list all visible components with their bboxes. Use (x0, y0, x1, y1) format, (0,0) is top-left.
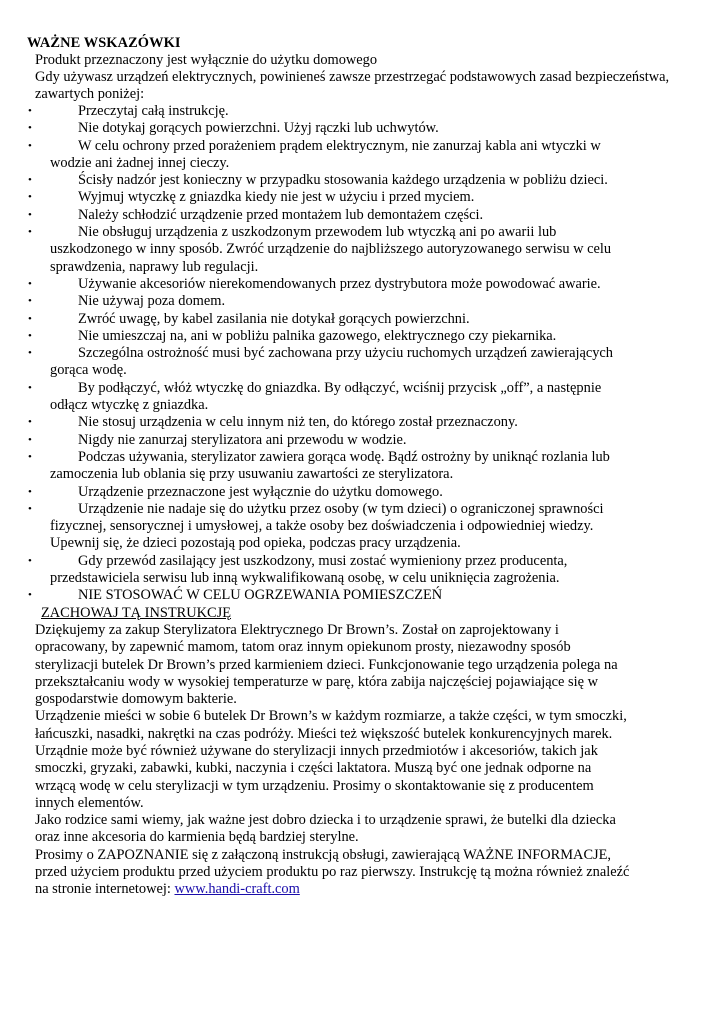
bullet-icon: • (28, 174, 32, 187)
list-item: • Podczas używania, sterylizator zawiera gorąca wodę. Bądź ostrożny by uniknąć rozlania lub zamoczenia lub oblania się przy usuwaniu zawartości ze sterylizatora. (28, 448, 610, 483)
list-item: • NIE STOSOWAĆ W CELU OGRZEWANIA POMIESZCZEŃ (28, 587, 443, 604)
page-heading: WAŻNE WSKAZÓWKI (27, 35, 181, 51)
list-item: • Przeczytaj całą instrukcję. (28, 103, 229, 119)
list-item: • Gdy przewód zasilający jest uszkodzony, musi zostać wymieniony przez producenta, przedstawiciela serwisu lub inną wykwalifikowaną osobę, w celu uniknięcia zagrożenia. (28, 552, 568, 587)
list-item: • Nie obsługuj urządzenia z uszkodzonym przewodem lub wtyczką ani po awarii lub uszkodzonego w inny sposób. Zwróć urządzenie do najbliższego autoryzowanego serwisu w celu sprawdzenia, naprawy lub regulacji. (28, 224, 612, 275)
list-item: • Nie dotykaj gorących powierzchni. Użyj rączki lub uchwytów. (28, 120, 439, 137)
paragraph: Dziękujemy za zakup Sterylizatora Elektrycznego Dr Brown’s. Został on zaprojektowany i opracowany, by zapewnić mamom, tatom oraz innym opiekunom prosty, niezawodny sposób sterylizacji butelek Dr Brown’s przed karmieniem dzieci. Funkcjonowanie tego urządzenia polega na przekształcaniu wody w wysokiej temperaturze w parę, która zabija najczęściej pojawiające się w gospodarstwie domowym bakterie. (35, 621, 618, 708)
list-item: • Zwróć uwagę, by kabel zasilania nie dotykał gorących powierzchni. (28, 310, 470, 327)
bullet-icon: • (28, 277, 32, 290)
list-item: • Nigdy nie zanurzaj sterylizatora ani przewodu w wodzie. (28, 431, 407, 448)
bullet-icon: • (28, 502, 32, 515)
bullet-icon: • (28, 208, 32, 221)
intro-line: Produkt przeznaczony jest wyłącznie do użytku domowego (35, 52, 378, 68)
final-paragraph (0, 847, 635, 899)
list-item: • Nie stosuj urządzenia w celu innym niż ten, do którego został przeznaczony. (28, 414, 518, 431)
bullet-icon: • (28, 191, 32, 204)
safety-list (0, 103, 725, 899)
list-item: • Wyjmuj wtyczkę z gniazdka kiedy nie jest w użyciu i przed myciem. (28, 189, 475, 206)
paragraph: Urządzenie mieści w sobie 6 butelek Dr Brown’s w każdym rozmiarze, a także części, w tym smoczki, łańcuszki, nasadki, nakrętki na czas podróży. Mieści też większość butelek konkurencyjnych marek. (35, 708, 627, 742)
bullet-icon: • (28, 450, 32, 463)
paragraph: Urządnie może być również używane do sterylizacji innych przedmiotów i akcesoriów, takich jak smoczki, gryzaki, zabawki, kubki, naczynia i części laktatora. Muszą być one jednak odporne na wrzącą wodę w celu sterylizacji w tym urządzeniu. Prosimy o skontaktowanie się z producentem innych elementów. (35, 742, 598, 811)
bullet-icon: • (28, 416, 32, 429)
list-item: • Urządzenie nie nadaje się do użytku przez osoby (w tym dzieci) o ograniczonej sprawności fizycznej, sensorycznej i umysłowej, a także osoby bez doświadczenia i odpowiedniej wiedzy. Upewnij się, że dzieci pozostają pod opieka, podczas pracy urządzenia. (28, 500, 604, 552)
list-item: • Ścisły nadzór jest konieczny w przypadku stosowania każdego urządzenia w pobliżu dzieci. (28, 172, 608, 189)
list-item: • Nie umieszczaj na, ani w pobliżu palnika gazowego, elektrycznego czy piekarnika. (28, 327, 557, 344)
list-item: • By podłączyć, włóż wtyczkę do gniazdka. By odłączyć, wciśnij przycisk „off”, a następnie odłącz wtyczkę z gniazdka. (28, 379, 602, 414)
bullet-icon: • (28, 433, 32, 446)
list-item: • Szczególna ostrożność musi być zachowana przy użyciu ruchomych urządzeń zawierających gorąca wodę. (28, 345, 614, 379)
final-paragraph-text: Prosimy o ZAPOZNANIE się z załączoną instrukcją obsługi, zawierającą WAŻNE INFORMACJE, przed użyciem produktu przed użyciem produktu po raz pierwszy. Instrukcję tą można również znaleźć na stronie internetowej: (35, 846, 630, 898)
bullet-icon: • (28, 122, 32, 135)
bullet-icon: • (28, 381, 32, 394)
list-item: • Używanie akcesoriów nierekomendowanych przez dystrybutora może powodować awarie. (28, 275, 601, 292)
bullet-icon: • (28, 329, 32, 342)
intro-line: Gdy używasz urządzeń elektrycznych, powinieneś zawsze przestrzegać podstawowych zasad bezpieczeństwa, zawartych poniżej: (35, 69, 670, 103)
bullet-icon: • (28, 554, 32, 567)
bullet-icon: • (28, 105, 32, 117)
website-link[interactable]: www.handi-craft.com (174, 881, 300, 898)
bullet-icon: • (28, 485, 32, 498)
list-item: • Należy schłodzić urządzenie przed montażem lub demontażem części. (28, 206, 484, 223)
bullet-icon: • (28, 295, 32, 308)
bullet-icon: • (28, 139, 32, 152)
bullet-icon: • (28, 226, 32, 239)
bullet-icon: • (28, 347, 32, 360)
list-item: • Urządzenie przeznaczone jest wyłącznie do użytku domowego. (28, 483, 443, 500)
keep-instructions-note: ZACHOWAJ TĄ INSTRUKCJĘ (41, 604, 232, 621)
list-item: • Nie używaj poza domem. (28, 293, 226, 310)
list-item: • W celu ochrony przed porażeniem prądem elektrycznym, nie zanurzaj kabla ani wtyczki w wodzie ani żadnej innej cieczy. (28, 137, 601, 171)
paragraph: Jako rodzice sami wiemy, jak ważne jest dobro dziecka i to urządzenie sprawi, że butelki dla dziecka oraz inne akcesoria do karmienia będą bardziej sterylne. (35, 812, 616, 846)
bullet-icon: • (28, 312, 32, 325)
bullet-icon: • (28, 589, 32, 602)
